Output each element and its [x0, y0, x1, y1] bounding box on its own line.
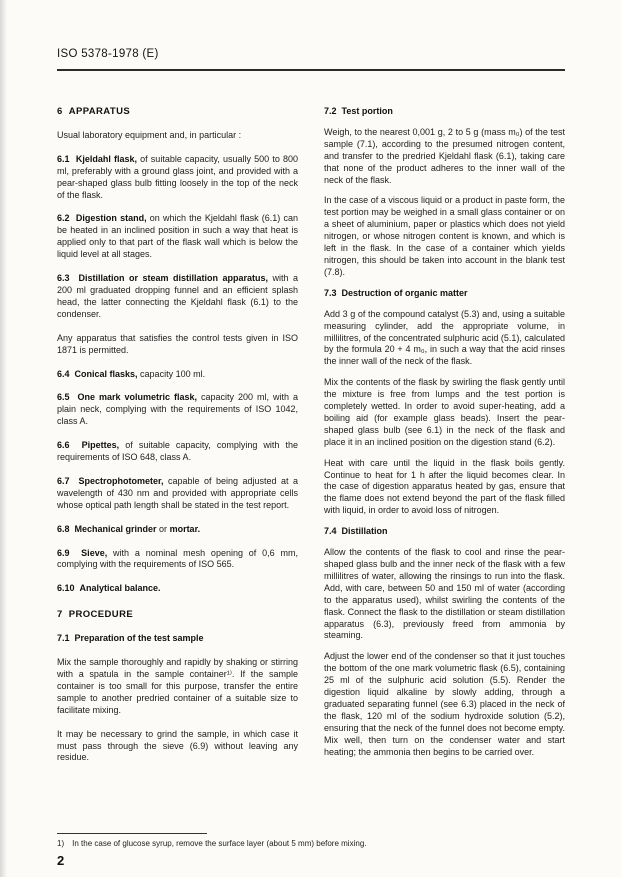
para-7-2-weighing: Weigh, to the nearest 0,001 g, 2 to 5 g (mass m₀) of the test sample (7.1), according to the presumed nitrogen content, and transfer to the predried Kjeldahl flask (6.1), taking care that none of the product adheres to the inner wall of the neck of the flask. — [324, 126, 565, 185]
term-spectrophotometer: 6.7 Spectrophotometer, — [57, 475, 164, 486]
para-7-3-swirling: Mix the contents of the flask by swirling the flask gently until the mixture is free from lumps and the test portion is completely wetted. In order to avoid super-heating, add a boiling aid (for example glass beads). Insert the pear-shaped glass bulb (see 6.1) in the neck of the flask and place it in an inclined position on the digestion stand (6.2). — [324, 377, 565, 447]
term-volumetric-flask: 6.5 One mark volumetric flask, — [57, 392, 198, 403]
para-text: with a nominal mesh opening of 0,6 mm, complying with the requirements of ISO 565. — [57, 547, 298, 570]
term-mortar: mortar. — [169, 523, 201, 534]
term-digestion-stand: 6.2 Digestion stand, — [57, 213, 147, 224]
para-text: or — [156, 523, 170, 534]
footnote — [57, 839, 565, 849]
para-6-6-pipettes — [57, 440, 298, 464]
term-pipettes: 6.6 Pipettes, — [57, 440, 120, 451]
right-column — [324, 106, 565, 776]
para-6-1-kjeldahl-flask — [57, 154, 298, 202]
header-rule — [57, 69, 565, 71]
heading-procedure: 7 PROCEDURE — [57, 609, 134, 621]
para-6-4-conical-flasks — [57, 369, 298, 381]
footnote-rule — [57, 833, 207, 834]
para-text: capacity 200 ml, with a plain neck, complying with the requirements of ISO 1042, class A. — [57, 392, 299, 427]
footnote-text: In the case of glucose syrup, remove the surface layer (about 5 mm) before mixing. — [72, 839, 367, 848]
para-text: capacity 100 ml. — [137, 368, 206, 379]
para-text: of suitable capacity, usually 500 to 800 ml, preferably with a ground glass joint, and provided with a pear-shaped glass bulb fitting loosely in the top of the neck of the flask. — [57, 153, 298, 200]
heading-7-4-distillation: 7.4 Distillation — [324, 526, 388, 537]
heading-7-3-destruction: 7.3 Destruction of organic matter — [324, 287, 468, 298]
para-text: capable of being adjusted at a wavelength of 430 nm and provided with appropriate cells whose optical path length shall be stated in the test report. — [57, 475, 298, 510]
term-conical-flasks: 6.4 Conical flasks, — [57, 368, 138, 379]
para-6-3-note: Any apparatus that satisfies the control tests given in ISO 1871 is permitted. — [57, 332, 298, 355]
term-mechanical-grinder: 6.8 Mechanical grinder — [57, 523, 157, 534]
para-7-1-mixing: Mix the sample thoroughly and rapidly by shaking or stirring with a spatula in the sample container¹⁾. If the sample container is too small for this purpose, transfer the entire sample to another predried container of a suitable size to facilitate mixing. — [57, 657, 298, 715]
para-7-4-condenser: Adjust the lower end of the condenser so that it just touches the bottom of the one mark volumetric flask (6.5), containing 25 ml of the sulphuric acid solution (5.5). Render the digestion liquid alkaline by slowly adding, through a graduated separating funnel (see 6.3) placed in the neck of the flask, 120 ml of the sodium hydroxide solution (5.2), ensuring that the neck of the funnel does not become empty. Mix well, then turn on the condenser water and start heating; the ammonia then begins to be carried over. — [324, 651, 565, 757]
term-kjeldahl-flask: 6.1 Kjeldahl flask, — [57, 153, 137, 164]
para-7-3-catalyst: Add 3 g of the compound catalyst (5.3) and, using a suitable measuring cylinder, add the appropriate volume, in millilitres, of the concentrated sulphuric acid (5.1), calculated by the formula 20 + 4 m₀, in such a way that the acid rinses the inner wall of the neck of the flask. — [324, 308, 565, 367]
para-7-4-cooling-rinsing: Allow the contents of the flask to cool and rinse the pear-shaped glass bulb and the inner neck of the flask with a few millilitres of water, allowing the rinsings to run into the flask. Add, with care, between 50 and 150 ml of water (according to the apparatus used), whilst swirling the contents of the flask. Connect the flask to the distillation or steam distillation apparatus (6.3), previously freed from ammonia by steaming. — [324, 547, 565, 641]
para-7-2-viscous-liquid: In the case of a viscous liquid or a product in paste form, the test portion may be weighed in a small glass container or on a sheet of aluminium, paper or plastics which does not yield nitrogen, or whose nitrogen content is known, and which is left in the flask. In the case of a container which yields nitrogen, this should be taken into account in the blank test (7.8). — [324, 195, 565, 277]
para-6-8-grinder-mortar — [57, 524, 298, 536]
para-7-3-heating: Heat with care until the liquid in the flask boils gently. Continue to heat for 1 h after the liquid becomes clear. In the case of digestion apparatus heated by gas, ensure that the flame does not extend beyond the part of the flask filled with liquid, in order to avoid loss of nitrogen. — [324, 457, 565, 516]
para-6-7-spectrophotometer — [57, 476, 298, 512]
para-7-1-grinding: It may be necessary to grind the sample, in which case it must pass through the sieve (6.9) without leaving any residue. — [57, 728, 298, 763]
doc-reference: ISO 5378-1978 (E) — [57, 48, 159, 60]
two-column-body — [57, 106, 565, 776]
para-6-3-distillation-apparatus — [57, 273, 298, 321]
heading-apparatus: 6 APPARATUS — [57, 106, 131, 117]
para-text: with a 200 ml graduated dropping funnel and an efficient splash head, the latter connecting the Kjeldahl flask (6.1) to the condenser. — [57, 273, 298, 319]
para-text: of suitable capacity, complying with the requirements of ISO 648, class A. — [57, 440, 298, 463]
footnote-marker: 1) — [57, 839, 65, 848]
para-text: on which the Kjeldahl flask (6.1) can be heated in an inclined position in such a way that heat is applied only to that part of the flask wall which is below the liquid level at all stages. — [57, 213, 298, 260]
page-number: 2 — [57, 853, 65, 868]
heading-7-2-test-portion: 7.2 Test portion — [324, 106, 393, 116]
para-6-5-volumetric-flask — [57, 392, 298, 428]
left-column — [57, 106, 298, 776]
term-distillation-apparatus: 6.3 Distillation or steam distillation apparatus, — [57, 273, 268, 284]
para-apparatus-intro: Usual laboratory equipment and, in particular : — [57, 129, 242, 140]
term-analytical-balance: 6.10 Analytical balance. — [57, 583, 161, 594]
para-6-2-digestion-stand — [57, 213, 298, 261]
para-6-10-analytical-balance — [57, 583, 298, 595]
heading-7-1-preparation: 7.1 Preparation of the test sample — [57, 633, 204, 644]
term-sieve: 6.9 Sieve, — [57, 547, 108, 558]
para-6-9-sieve — [57, 548, 298, 572]
